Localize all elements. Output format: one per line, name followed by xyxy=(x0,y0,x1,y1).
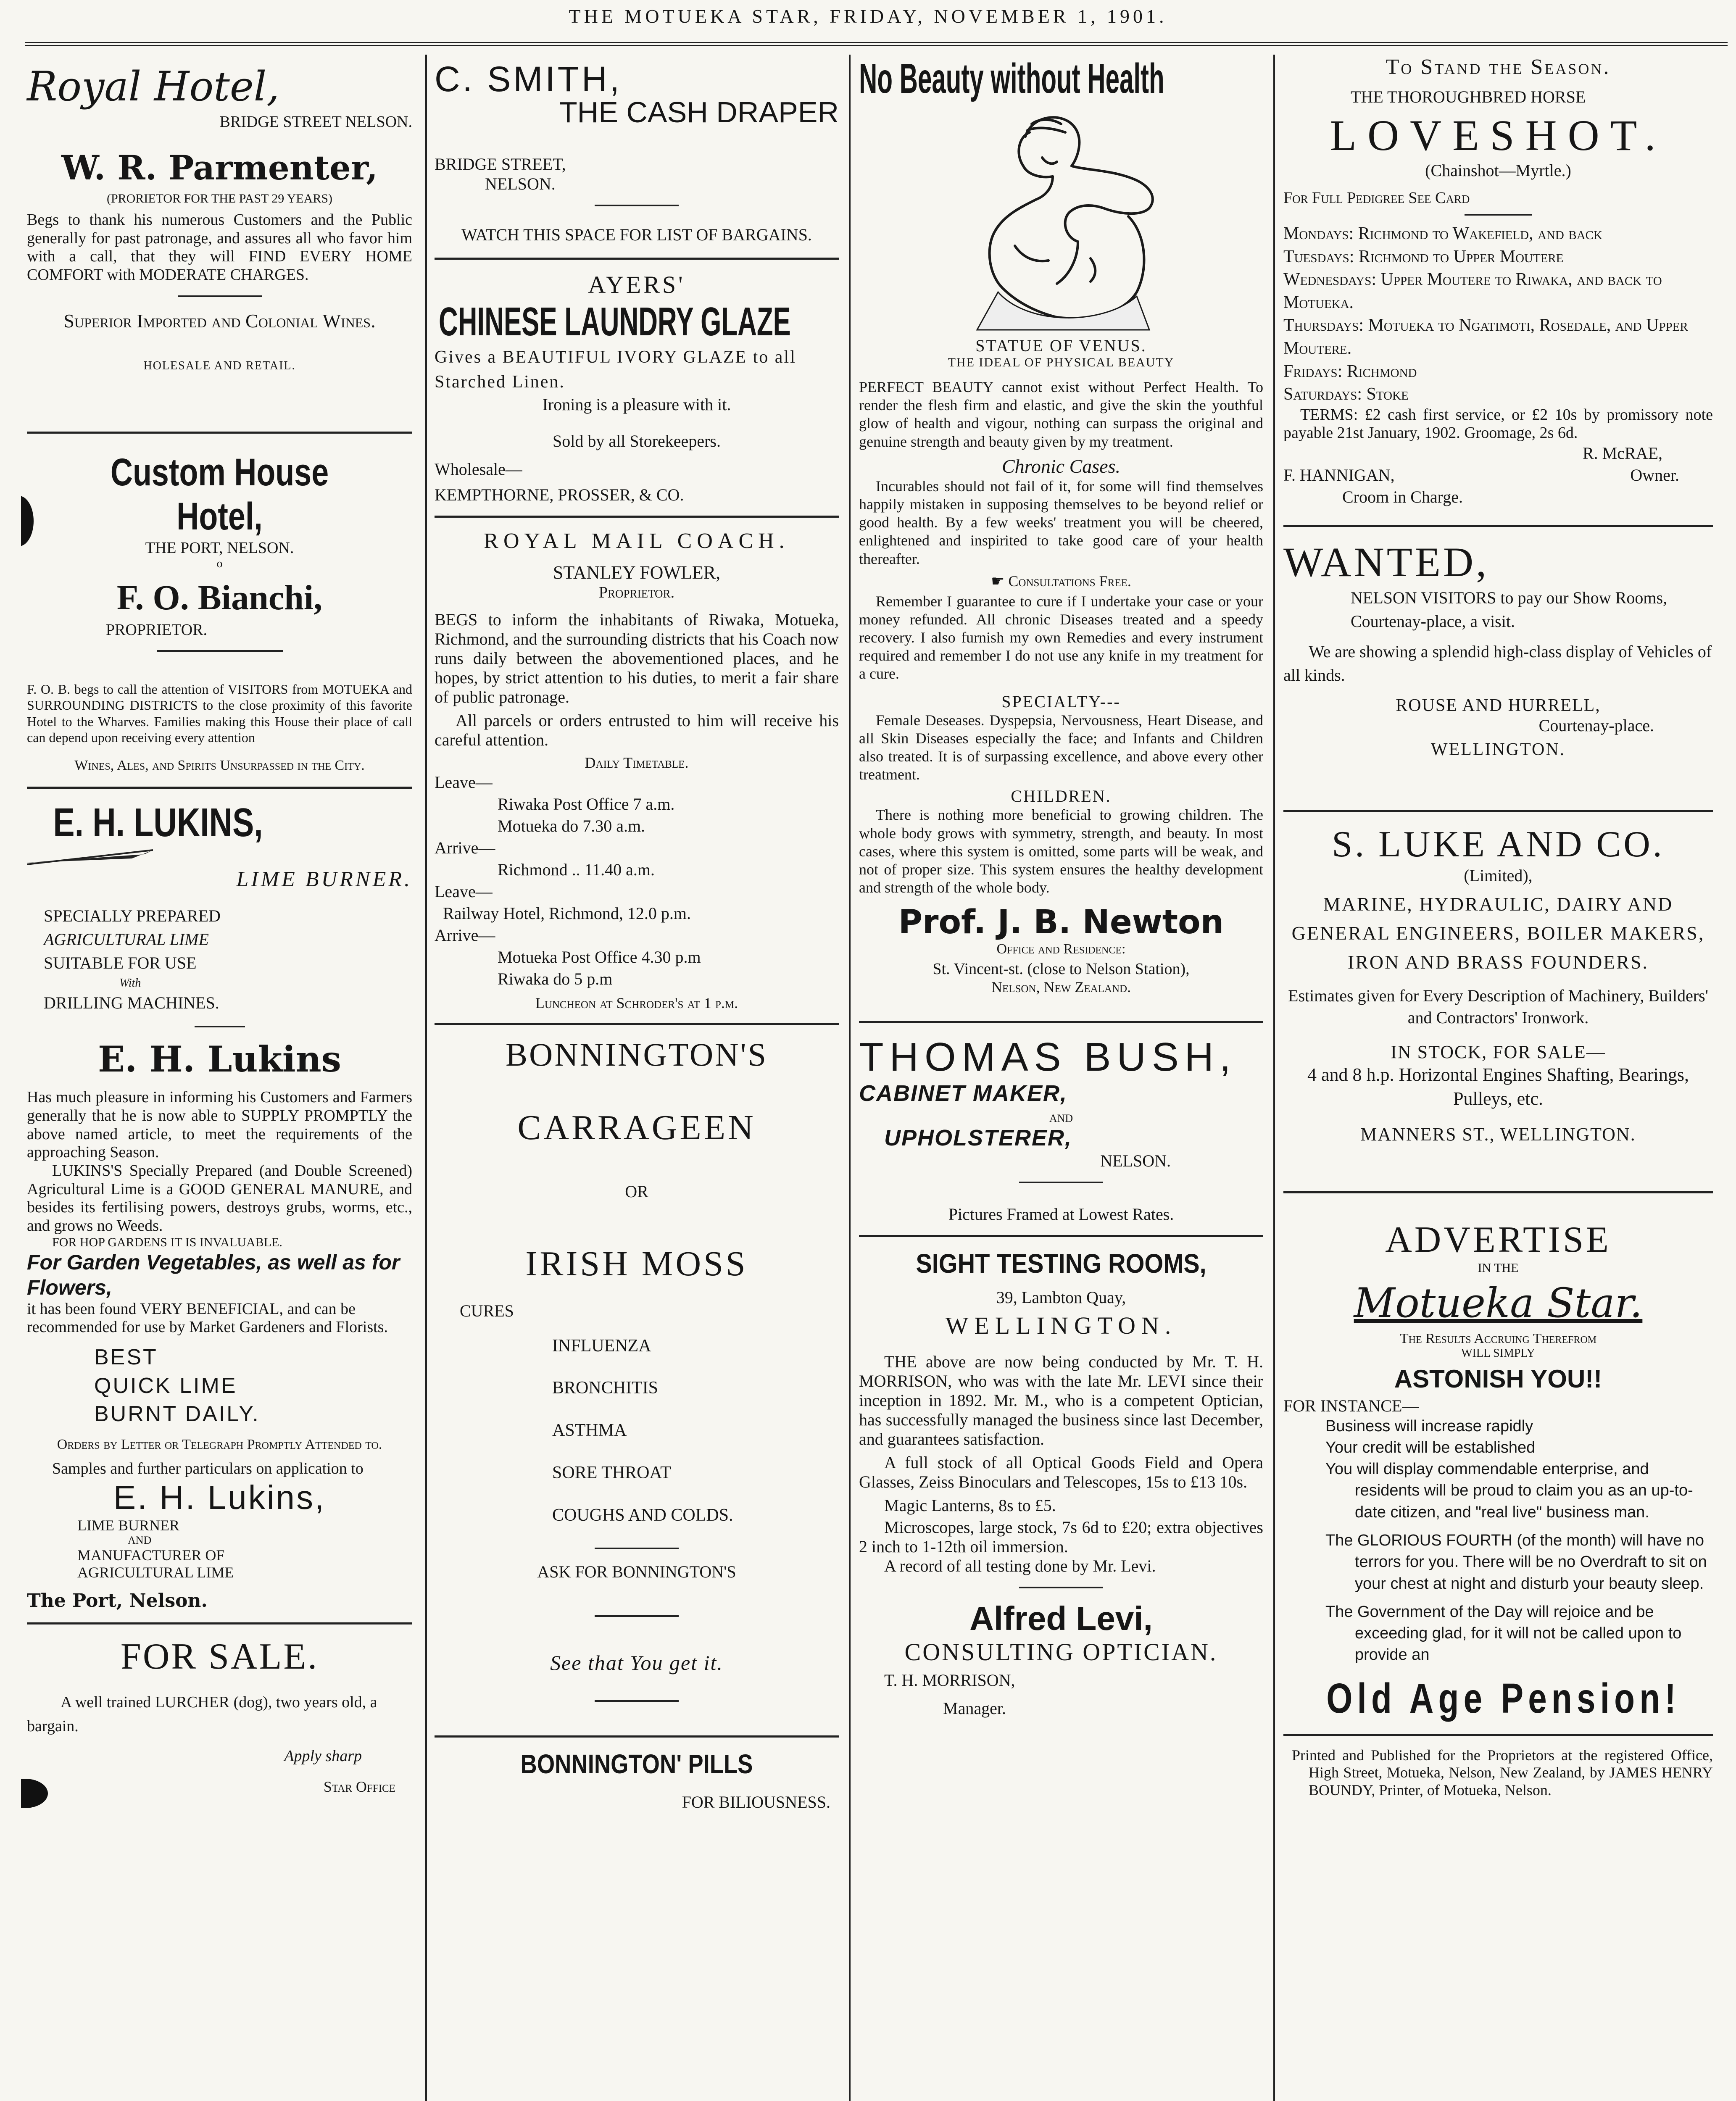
royal-hotel-wines: Superior Imported and Colonial Wines. xyxy=(63,310,376,332)
advertise-item: Your credit will be established xyxy=(1325,1438,1536,1456)
advertise-item: The Government of the Day will rejoice and be exceeding glad, for it will not be called upon to provide an xyxy=(1325,1603,1682,1664)
beauty-headline: No Beauty without Health xyxy=(859,55,1164,102)
advertise-item: Business will increase rapidly xyxy=(1325,1417,1533,1435)
custom-house-hotel-ad xyxy=(27,450,412,776)
royal-hotel-trade: HOLESALE AND RETAIL. xyxy=(143,359,296,372)
ayers-brand: AYERS' xyxy=(588,271,685,298)
advertise-results: The Results Accruing Therefrom xyxy=(1399,1330,1597,1346)
luke-line-2: Estimates given for Every Description of Machinery, Builders' and Contractors' Ironwork. xyxy=(1288,986,1708,1027)
ayers-sold: Sold by all Storekeepers. xyxy=(553,431,721,450)
coach-time: Richmond .. 11.40 a.m. xyxy=(498,860,655,879)
lukins-trade-line: AND xyxy=(128,1534,152,1547)
bush-pictures: Pictures Framed at Lowest Rates. xyxy=(948,1205,1174,1224)
luke-name: S. LUKE AND CO. xyxy=(1332,824,1665,865)
lukins-best-line: BEST xyxy=(94,1345,158,1370)
lukins-line: SPECIALLY PREPARED xyxy=(44,906,221,925)
lukins-best-line: BURNT DAILY. xyxy=(94,1402,260,1427)
coach-time: Riwaka do 5 p.m xyxy=(498,969,613,988)
lukins-orders: Orders by Letter or Telegraph Promptly Attended to. xyxy=(57,1436,382,1452)
lukins-signature: E. H. Lukins xyxy=(98,1038,341,1080)
horse-day: Saturdays: Stoke xyxy=(1283,384,1409,404)
for-sale-apply: Apply sharp xyxy=(284,1747,362,1765)
column-3 xyxy=(853,55,1269,2101)
bush-ad xyxy=(859,1034,1263,1224)
bonnington-bilious: FOR BILIOUSNESS. xyxy=(682,1792,830,1811)
ayers-line-2: Ironing is a pleasure with it. xyxy=(542,395,731,414)
coach-timetable: Daily Timetable. xyxy=(585,754,689,771)
luke-line-3: 4 and 8 h.p. Horizontal Engines Shafting, Bearings, Pulleys, etc. xyxy=(1307,1064,1689,1109)
beauty-office: Office and Residence: xyxy=(996,941,1126,957)
horse-owner-role: Owner. xyxy=(1630,466,1679,485)
beauty-body-3: Remember I guarantee to cure if I undertake your case or your money refunded. All chronic Diseases treated and a speedy recovery. I also furnish my own Remedies and every instrument required and remember I do not use any knife in my treatment for a cure. xyxy=(859,592,1263,682)
coach-role: Proprietor. xyxy=(598,583,675,601)
lukins-trade-line: AGRICULTURAL LIME xyxy=(77,1564,234,1581)
beauty-body-1: PERFECT BEAUTY cannot exist without Perfect Health. To render the flesh firm and elastic, and give the skin the youthful glow of health and vigour, nothing can surpass the original and genuine strength and beauty given by my treatment. xyxy=(859,379,1263,450)
horse-ad xyxy=(1283,55,1713,508)
wanted-line-2: We are showing a splendid high-class display of Vehicles of all kinds. xyxy=(1283,642,1712,685)
advertise-ad xyxy=(1283,1219,1713,1723)
advertise-item: You will display commendable enterprise, and residents will be proud to claim you as an up-to-date citizen, and "real live" business man. xyxy=(1325,1460,1693,1521)
horse-name: LOVESHOT. xyxy=(1330,111,1667,160)
bonnington-see: See that You get it. xyxy=(550,1651,723,1674)
lukins-body-2: LUKINS'S Specially Prepared (and Double Screened) Agricultural Lime is a GOOD GENERAL MANURE, and besides its fertilising powers, destroys grubs, worms, etc., and grows no Weeds. xyxy=(27,1161,412,1235)
for-sale-title: FOR SALE. xyxy=(120,1636,319,1677)
bush-and: AND xyxy=(1049,1112,1073,1125)
beauty-consult-text: Consultations Free. xyxy=(1008,572,1131,590)
advertise-forinst: FOR INSTANCE— xyxy=(1283,1396,1419,1415)
sight-mgr-role: Manager. xyxy=(943,1699,1006,1718)
bonnington-cure: SORE THROAT xyxy=(552,1463,671,1482)
bonnington-irish: IRISH MOSS xyxy=(525,1244,748,1283)
advertise-item: The GLORIOUS FOURTH (of the month) will have no terrors for you. There will be no Overdraft to sit on your chest at night and disturb your beauty sleep. xyxy=(1325,1531,1707,1593)
bush-name: THOMAS BUSH, xyxy=(859,1035,1237,1080)
horse-day: Tuesdays: Richmond to Upper Moutere xyxy=(1283,247,1564,266)
bonnington-list xyxy=(435,1325,839,1537)
lukins-garden: For Garden Vegetables, as well as for Flowers, xyxy=(27,1250,400,1299)
column-2 xyxy=(429,55,845,2101)
sight-city: WELLINGTON. xyxy=(945,1312,1177,1340)
lukins-ad xyxy=(27,800,412,1611)
wanted-place: Courtenay-place. xyxy=(1538,716,1654,735)
lukins-best-line: QUICK LIME xyxy=(94,1373,237,1398)
horse-signatures xyxy=(1283,442,1713,508)
advertise-astonish: ASTONISH YOU!! xyxy=(1394,1364,1602,1393)
sight-body-1: THE above are now being conducted by Mr. T. H. MORRISON, who was with the late Mr. LEVI since their inception in 1892. Mr. M., who is a competent Optician, has successfully managed the business since last December, and guarantees satisfaction. xyxy=(859,1352,1263,1449)
coach-body-1: BEGS to inform the inhabitants of Riwaka, Motueka, Richmond, and the surrounding districts that his Coach now runs daily between the abovementioned places, and he hopes, by strict attention to his duties, to merit a fair share of public patronage. xyxy=(435,610,839,706)
venus-caption-2: THE IDEAL OF PHYSICAL BEAUTY xyxy=(948,355,1175,369)
sight-mgr: T. H. MORRISON, xyxy=(884,1671,1015,1690)
advertise-pension: Old Age Pension! xyxy=(1326,1674,1681,1722)
advertise-paper: Motueka Star. xyxy=(1354,1279,1643,1327)
bonnington-cure: INFLUENZA xyxy=(552,1336,651,1356)
horse-groom: F. HANNIGAN, xyxy=(1283,466,1395,485)
lukins-trades xyxy=(27,1517,412,1582)
lukins-samples: Samples and further particulars on application to xyxy=(52,1460,364,1478)
sight-title: SIGHT TESTING ROOMS, xyxy=(916,1248,1207,1279)
royal-hotel-name: Royal Hotel, xyxy=(27,63,279,110)
bonnington-cure: ASTHMA xyxy=(552,1421,627,1440)
imprint: Printed and Published for the Proprietors at the registered Office, High Street, Motueka, Nelson, New Zealand, by JAMES HENRY BOUNDY, Printer, of Motueka, Nelson. xyxy=(1292,1746,1713,1798)
advertise-list xyxy=(1283,1416,1713,1666)
lukins-garden-tail: it has been found VERY BENEFICIAL, and can be recommended for use by Market Gardeners and Florists. xyxy=(27,1300,388,1336)
bonnington-ask: ASK FOR BONNINGTON'S xyxy=(537,1562,736,1581)
smith-ad xyxy=(435,59,839,247)
coach-leave: Leave— xyxy=(435,882,493,901)
luke-line-1: MARINE, HYDRAULIC, DAIRY AND GENERAL ENGINEERS, BOILER MAKERS, IRON AND BRASS FOUNDERS. xyxy=(1291,893,1705,973)
horse-schedule xyxy=(1283,222,1713,406)
column-rule xyxy=(1273,55,1275,2101)
coach-time: Motueka do 7.30 a.m. xyxy=(498,816,645,835)
ayers-line-1: Gives a BEAUTIFUL IVORY GLAZE to all Starched Linen. xyxy=(435,348,796,392)
for-sale-office: Star Office xyxy=(323,1778,395,1795)
horse-terms: TERMS: £2 cash first service, or £2 10s by promissory note payable 21st January, 1902. Groomage, 2s 6d. xyxy=(1283,405,1713,442)
for-sale-ad xyxy=(27,1635,412,1796)
horse-pedigree: For Full Pedigree See Card xyxy=(1283,189,1470,207)
sight-body-3: Magic Lanterns, 8s to £5. xyxy=(884,1496,1056,1515)
custom-house-role: PROPRIETOR. xyxy=(105,621,208,639)
sight-body-4: Microscopes, large stock, 7s 6d to £20; extra objectives 2 inch to 1-12th oil immersion. xyxy=(859,1518,1263,1556)
venus-caption-1: STATUE OF VENUS. xyxy=(975,336,1147,355)
lukins-line: With xyxy=(119,977,141,990)
royal-hotel-ad xyxy=(27,63,412,373)
royal-hotel-body: Begs to thank his numerous Customers and the Public generally for past patronage, and assures all who favor him with a call, that they will FIND EVERY HOME COMFORT with MODERATE CHARGES. xyxy=(27,211,412,284)
venus-statue-illustration-icon xyxy=(952,107,1170,334)
beauty-ad xyxy=(859,55,1263,996)
royal-hotel-owner: W. R. Parmenter, xyxy=(61,148,378,187)
lukins-port: The Port, Nelson. xyxy=(27,1590,208,1611)
beauty-address: St. Vincent-st. (close to Nelson Station), xyxy=(933,960,1190,978)
coach-leave: Leave— xyxy=(435,772,493,792)
sight-testing-ad xyxy=(859,1248,1263,1718)
coach-time: Motueka Post Office 4.30 p.m xyxy=(498,947,701,966)
advertise-title: ADVERTISE xyxy=(1385,1219,1611,1260)
custom-house-body: F. O. B. begs to call the attention of VISITORS from MOTUEKA and SURROUNDING DISTRICTS to the close proximity of this favorite Hotel to the Wharves. Families making this House their place of call can depend upon receiving every attention xyxy=(27,681,412,745)
lukins-line: AGRICULTURAL LIME xyxy=(44,930,209,949)
bonnington-title: BONNINGTON'S xyxy=(506,1036,768,1073)
lime-burner-flourish-icon xyxy=(27,846,153,867)
lukins-line: DRILLING MACHINES. xyxy=(44,993,219,1013)
wanted-line-1: NELSON VISITORS to pay our Show Rooms, Courtenay-place, a visit. xyxy=(1351,588,1668,631)
sight-name: Alfred Levi, xyxy=(969,1600,1153,1638)
coach-title: ROYAL MAIL COACH. xyxy=(484,529,790,553)
beauty-body-5: There is nothing more beneficial to growing children. The whole body grows with symmetry, strength, and beauty. In most cases, where this system is omitted, some parts will be weak, and not of proper size. This system ensures the healthy development and strength of the whole body. xyxy=(859,806,1263,896)
ayers-agents: KEMPTHORNE, PROSSER, & CO. xyxy=(435,485,684,504)
coach-schedule xyxy=(435,771,839,990)
lukins-trade-line: LIME BURNER xyxy=(77,1517,179,1534)
smith-name: C. SMITH, xyxy=(435,59,622,99)
wanted-city: WELLINGTON. xyxy=(1430,740,1566,760)
horse-sub: THE THOROUGHBRED HORSE xyxy=(1351,87,1586,106)
smith-tag: THE CASH DRAPER xyxy=(559,96,839,129)
luke-addr: MANNERS ST., WELLINGTON. xyxy=(1360,1124,1636,1145)
divider-mark: o xyxy=(216,557,223,570)
column-rule xyxy=(425,55,427,2101)
smith-watch: WATCH THIS SPACE FOR LIST OF BARGAINS. xyxy=(461,225,812,244)
bush-city: NELSON. xyxy=(1100,1151,1171,1171)
coach-arrive: Arrive— xyxy=(435,838,495,857)
lukins-features xyxy=(27,904,412,1015)
column-1 xyxy=(21,55,418,2101)
coach-owner: STANLEY FOWLER, xyxy=(553,562,721,583)
luke-ad xyxy=(1283,823,1713,1145)
bonnington-cure: BRONCHITIS xyxy=(552,1378,659,1398)
ayers-ad xyxy=(435,271,839,505)
bonnington-or: OR xyxy=(625,1182,648,1201)
wanted-title: WANTED, xyxy=(1283,539,1489,586)
coach-time: Railway Hotel, Richmond, 12.0 p.m. xyxy=(443,903,691,923)
beauty-city: Nelson, New Zealand. xyxy=(991,979,1131,996)
coach-arrive: Arrive— xyxy=(435,925,495,945)
beauty-specialty: SPECIALTY--- xyxy=(1001,692,1121,711)
horse-day: Mondays: Richmond to Wakefield, and back xyxy=(1283,224,1602,243)
bush-up: UPHOLSTERER, xyxy=(884,1125,1072,1151)
horse-owner: R. McRAE, xyxy=(1583,444,1662,463)
coach-ad xyxy=(435,529,839,1012)
bonnington-cure: COUGHS AND COLDS. xyxy=(552,1505,733,1525)
wanted-firm: ROUSE AND HURRELL, xyxy=(1396,696,1601,716)
coach-lunch: Luncheon at Schroder's at 1 p.m. xyxy=(535,994,738,1011)
beauty-prof: Prof. J. B. Newton xyxy=(898,903,1224,942)
bonnington-pills: BONNINGTON' PILLS xyxy=(520,1748,753,1779)
coach-time: Riwaka Post Office 7 a.m. xyxy=(498,794,675,814)
beauty-children: CHILDREN. xyxy=(1011,787,1112,806)
horse-day: Wednesdays: Upper Moutere to Riwaka, and back to Motueka. xyxy=(1283,270,1662,312)
lukins-name: E. H. LUKINS, xyxy=(53,800,263,845)
custom-house-owner: F. O. Bianchi, xyxy=(116,578,323,617)
horse-day: Thursdays: Motueka to Ngatimoti, Rosedale, and Upper Moutere. xyxy=(1283,316,1688,358)
beauty-consult xyxy=(859,572,1263,590)
beauty-body-4: Female Deseases. Dyspepsia, Nervousness, Heart Disease, and all Skin Diseases especially the face; and Infants and Children also treated. It is of surpassing excellence, and above every other treatment. xyxy=(859,711,1263,783)
column-rule xyxy=(849,55,851,2101)
bush-trade: CABINET MAKER, xyxy=(859,1081,1067,1106)
lukins-best xyxy=(27,1343,412,1429)
coach-body-2: All parcels or orders entrusted to him will receive his careful attention. xyxy=(435,711,839,749)
custom-house-place: THE PORT, NELSON. xyxy=(145,539,294,557)
lukins-trade: LIME BURNER. xyxy=(236,867,412,891)
horse-breed: (Chainshot—Myrtle.) xyxy=(1425,161,1571,180)
custom-house-name: Custom House Hotel, xyxy=(110,450,329,538)
lukins-signature-2: E. H. Lukins, xyxy=(113,1478,326,1516)
royal-hotel-tenure: (PRORIETOR FOR THE PAST 29 YEARS) xyxy=(106,192,333,205)
sight-body-5: A record of all testing done by Mr. Levi. xyxy=(884,1556,1156,1576)
horse-head: To Stand the Season. xyxy=(1386,55,1611,79)
lukins-body-1: Has much pleasure in informing his Customers and Farmers generally that he is now able to SUPPLY PROMPTLY the above named article, to meet the requirements of the approaching Season. xyxy=(27,1088,412,1161)
luke-ltd: (Limited), xyxy=(1464,866,1533,885)
lukins-line: SUITABLE FOR USE xyxy=(44,953,197,972)
masthead: THE MOTUEKA STAR, FRIDAY, NOVEMBER 1, 1901. xyxy=(569,5,1167,27)
horse-day: Fridays: Richmond xyxy=(1283,361,1417,381)
royal-hotel-street: BRIDGE STREET NELSON. xyxy=(219,113,412,131)
ayers-product: CHINESE LAUNDRY GLAZE xyxy=(439,299,791,344)
lukins-hop: FOR HOP GARDENS IT IS INVALUABLE. xyxy=(52,1235,282,1249)
advertise-in: IN THE xyxy=(1478,1261,1519,1275)
beauty-chronic: Chronic Cases. xyxy=(1002,455,1120,477)
bonnington-carrageen: CARRAGEEN xyxy=(517,1108,756,1147)
advertise-will: WILL SIMPLY xyxy=(1461,1346,1535,1360)
sight-body-2: A full stock of all Optical Goods Field and Opera Glasses, Zeiss Binoculars and Telescopes, 15s to £13 10s. xyxy=(859,1453,1263,1492)
luke-stock: IN STOCK, FOR SALE— xyxy=(1391,1042,1606,1063)
sight-addr: 39, Lambton Quay, xyxy=(996,1288,1126,1307)
lukins-trade-line: MANUFACTURER OF xyxy=(77,1547,225,1564)
horse-groom-line xyxy=(1283,464,1713,486)
bonnington-ad xyxy=(435,1036,839,1812)
bonnington-cures: CURES xyxy=(460,1301,514,1320)
horse-groom-role: Croom in Charge. xyxy=(1342,487,1463,507)
custom-house-footer: Wines, Ales, and Spirits Unsurpassed in the City. xyxy=(74,758,365,774)
masthead-rule xyxy=(25,42,1728,46)
for-sale-body: A well trained LURCHER (dog), two years old, a bargain. xyxy=(27,1693,377,1735)
column-4 xyxy=(1278,55,1719,2101)
smith-city: NELSON. xyxy=(485,174,556,193)
beauty-body-2: Incurables should not fail of it, for some will find themselves happily mistaken in supposing themselves to be beyond relief or good health. By a few weeks' treatment you will be cheered, enlightened and inspirited to take good care of your health thereafter. xyxy=(859,477,1263,567)
ayers-wholesale: Wholesale— xyxy=(435,459,522,479)
pointing-hand-icon: ☛ xyxy=(991,572,1009,590)
wanted-ad xyxy=(1283,538,1713,760)
sight-role: CONSULTING OPTICIAN. xyxy=(904,1638,1218,1666)
smith-street: BRIDGE STREET, xyxy=(435,155,566,174)
